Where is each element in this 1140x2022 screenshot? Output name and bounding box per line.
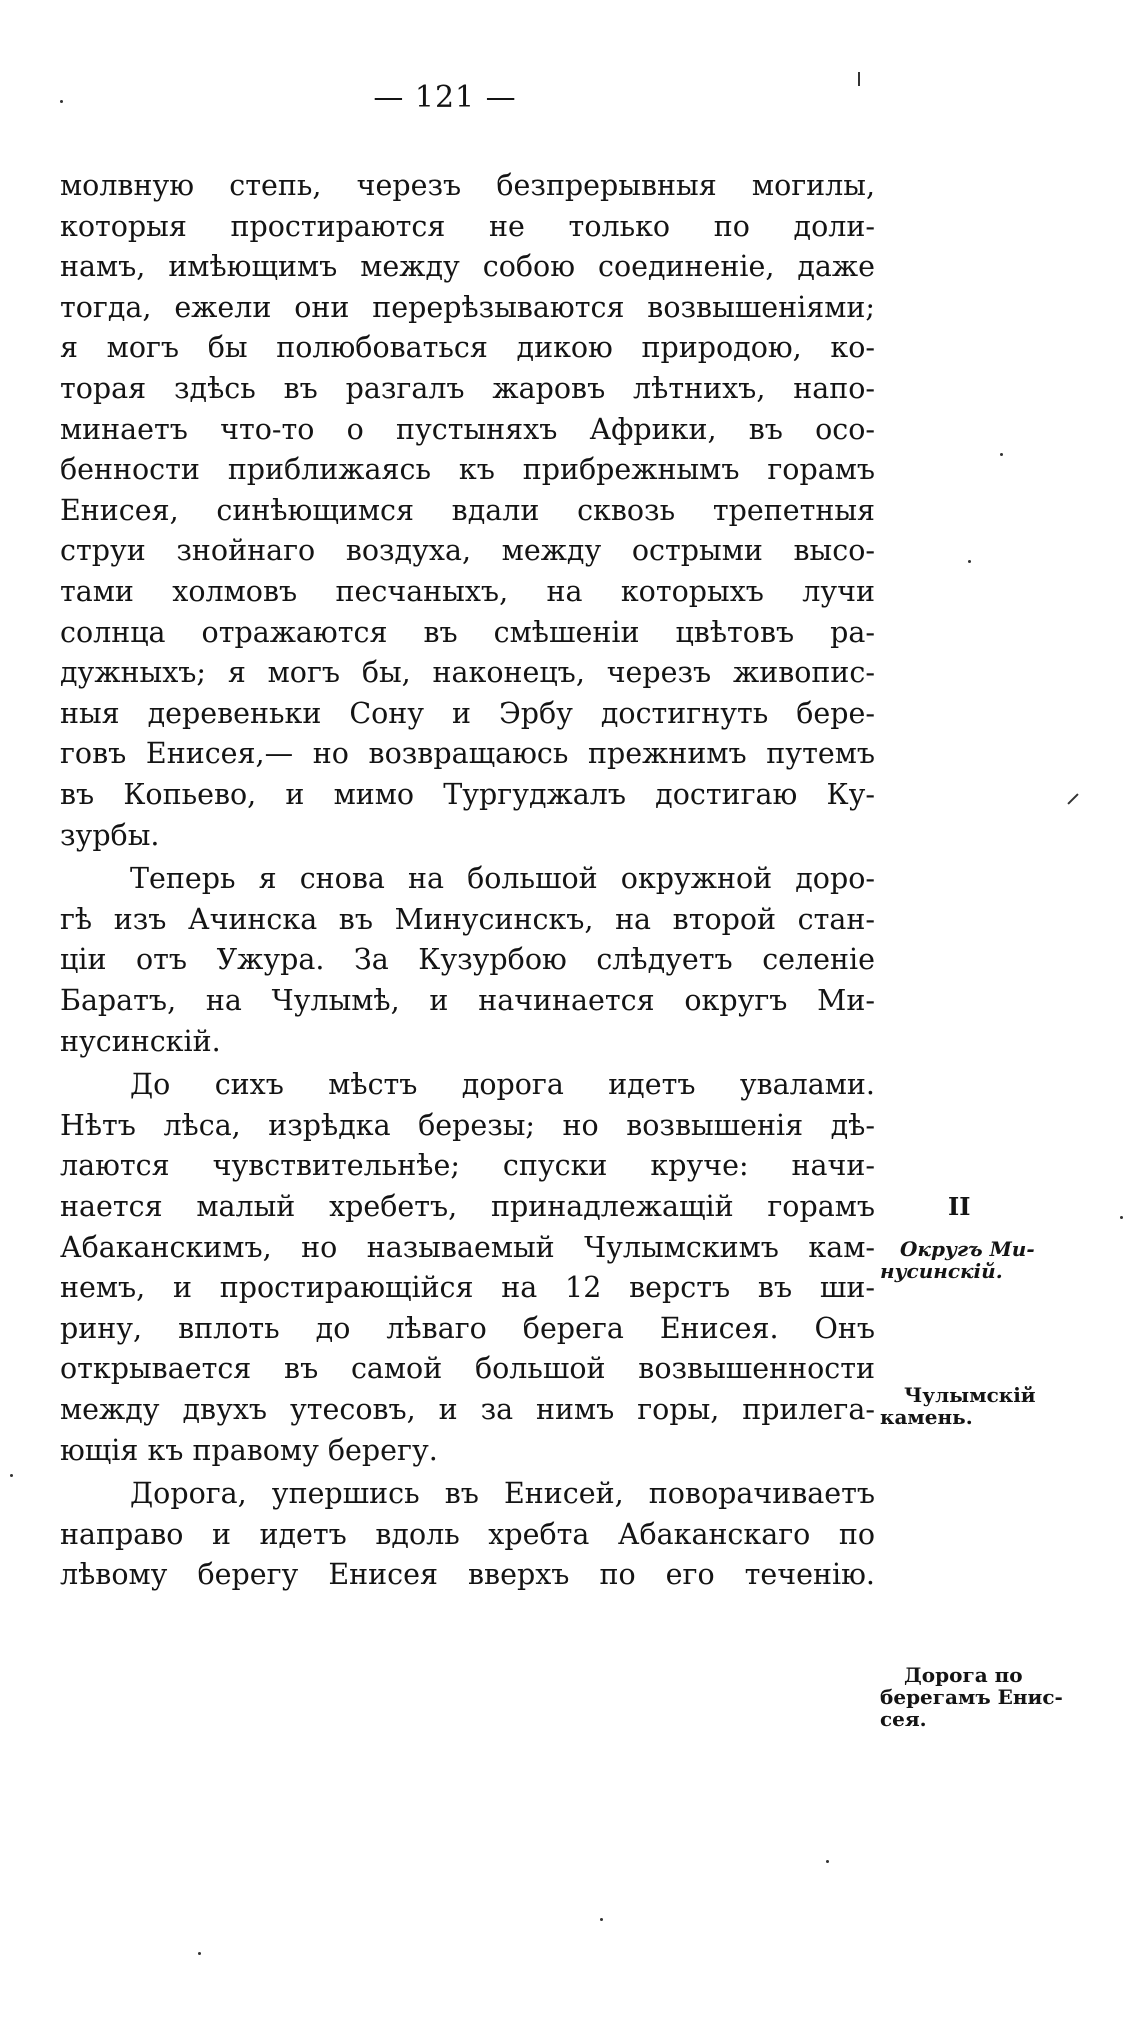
text-line: между двухъ утесовъ, и за нимъ горы, прилега- bbox=[60, 1393, 875, 1426]
text-line: Теперь я снова на большой окружной доро- bbox=[130, 862, 875, 896]
scan-speck bbox=[858, 72, 860, 86]
scan-speck bbox=[1000, 453, 1003, 456]
text-line: струи знойнаго воздуха, между острыми высо- bbox=[60, 534, 875, 568]
text-line: ющія къ правому берегу. bbox=[60, 1433, 438, 1467]
text-line: гѣ изъ Ачинска въ Минусинскъ, на второй стан- bbox=[60, 902, 875, 936]
text-line: бенности приближаясь къ прибрежнымъ горамъ bbox=[60, 453, 875, 487]
text-line: которыя простираются не только по доли- bbox=[60, 209, 875, 243]
text-line: немъ, и простирающійся на 12 верстъ въ ши- bbox=[60, 1271, 875, 1305]
text-line: Дорога, упершись въ Енисей, поворачиваетъ bbox=[130, 1477, 875, 1511]
text-line: До сихъ мѣстъ дорога идетъ увалами. bbox=[130, 1068, 875, 1102]
scan-speck bbox=[10, 1474, 13, 1477]
scan-speck bbox=[968, 560, 971, 563]
text-line: лаются чувствительнѣе; спуски круче: начи- bbox=[60, 1149, 875, 1183]
text-line: въ Копьево, и мимо Тургуджалъ достигаю Ку- bbox=[60, 778, 875, 811]
scan-speck bbox=[198, 1952, 201, 1955]
margin-note-line: нусинскій. bbox=[880, 1259, 1003, 1283]
margin-note-kamen bbox=[880, 1384, 1036, 1428]
text-line: нусинскій. bbox=[60, 1024, 221, 1058]
text-line: рину, вплоть до лѣваго берега Енисея. Онъ bbox=[60, 1311, 875, 1345]
scan-speck bbox=[600, 1918, 603, 1921]
text-line: Абаканскимъ, но называемый Чулымскимъ кам- bbox=[60, 1230, 875, 1264]
scan-speck bbox=[1120, 1216, 1123, 1219]
text-line: лѣвому берегу Енисея вверхъ по его теченію. bbox=[60, 1558, 875, 1592]
text-line: Енисея, синѣющимся вдали сквозь трепетныя bbox=[60, 493, 875, 527]
text-line: дужныхъ; я могъ бы, наконецъ, черезъ живопис- bbox=[60, 656, 875, 690]
text-line: торая здѣсь въ разгалъ жаровъ лѣтнихъ, напо- bbox=[60, 372, 875, 405]
margin-note-line: Округъ Ми- bbox=[900, 1237, 1035, 1261]
text-line: солнца отражаются въ смѣшеніи цвѣтовъ ра- bbox=[60, 615, 875, 649]
margin-note-line: Дорога по bbox=[904, 1663, 1023, 1687]
text-line: молвную степь, черезъ безпрерывныя могилы, bbox=[60, 169, 875, 202]
text-line: я могъ бы полюбоваться дикою природою, ко- bbox=[60, 331, 875, 365]
text-line: тами холмовъ песчаныхъ, на которыхъ лучи bbox=[60, 575, 875, 608]
page-number: — 121 — bbox=[373, 80, 517, 115]
scan-speck bbox=[826, 1860, 829, 1863]
margin-note-doroga bbox=[880, 1664, 1063, 1730]
scan-speck bbox=[1067, 793, 1078, 804]
text-line: Баратъ, на Чулымѣ, и начинается округъ Ми- bbox=[60, 984, 875, 1017]
text-line: ныя деревеньки Сону и Эрбу достигнуть бере- bbox=[60, 696, 875, 730]
text-line: намъ, имѣющимъ между собою соединеніе, даже bbox=[60, 250, 875, 284]
text-line: Нѣтъ лѣса, изрѣдка березы; но возвышенія дѣ- bbox=[60, 1108, 875, 1142]
margin-note-line: Чулымскій bbox=[904, 1383, 1036, 1407]
text-line: говъ Енисея,— но возвращаюсь прежнимъ путемъ bbox=[60, 737, 875, 771]
margin-note-line: камень. bbox=[880, 1405, 973, 1429]
text-line: открывается въ самой большой возвышенности bbox=[60, 1352, 875, 1386]
margin-note-line: сея. bbox=[880, 1707, 927, 1731]
margin-note-line: берегамъ Енис- bbox=[880, 1685, 1063, 1709]
scan-speck bbox=[60, 100, 63, 103]
margin-note-okrug bbox=[880, 1238, 1035, 1282]
text-line: нается малый хребетъ, принадлежащій горамъ bbox=[60, 1190, 875, 1223]
text-line: ціи отъ Ужура. За Кузурбою слѣдуетъ селеніе bbox=[60, 943, 875, 977]
text-line: минаетъ что-то о пустыняхъ Африки, въ осо- bbox=[60, 412, 875, 446]
text-line: зурбы. bbox=[60, 818, 160, 852]
margin-section-number: II bbox=[948, 1192, 971, 1221]
text-line: направо и идетъ вдоль хребта Абаканскаго по bbox=[60, 1517, 875, 1551]
text-line: тогда, ежели они перерѣзываются возвышеніями; bbox=[60, 290, 875, 324]
